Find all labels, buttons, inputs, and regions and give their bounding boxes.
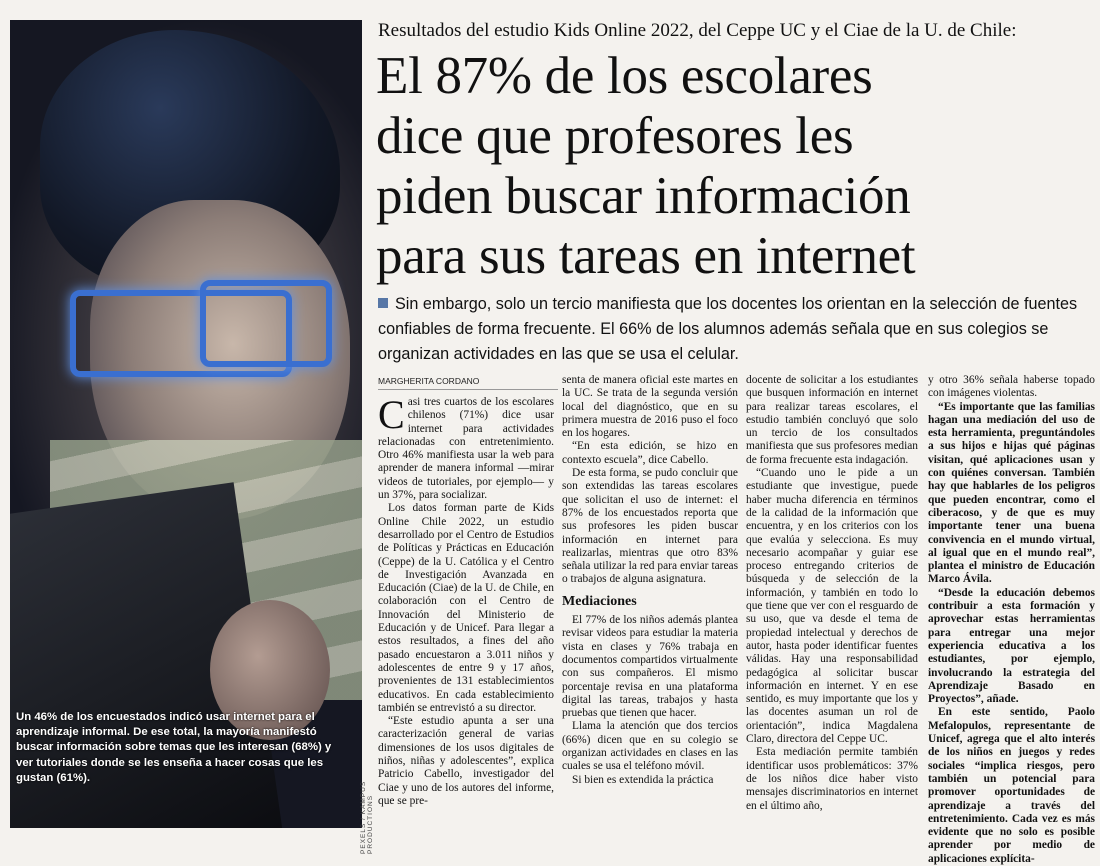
lead-square-icon xyxy=(378,298,388,308)
paragraph-text: asi tres cuartos de los escolares chilenos (71%) dice usar internet para actividades relacionadas con entretenimiento. Otro 46% manifiesta usar la web para aprender de manera informal —mirar videos de tutoriales, por ejemplo— y un 37%, para socializar. xyxy=(378,396,554,502)
headline-line: dice que profesores les xyxy=(376,107,854,165)
paragraph: y otro 36% señala haberse topado con imágenes violentas. xyxy=(928,374,1095,400)
paragraph: Llama la atención que dos tercios (66%) dicen que en su colegio se organizan actividades en clases en las cuales se usa el teléfono móvil. xyxy=(562,720,738,773)
kicker: Resultados del estudio Kids Online 2022, del Ceppe UC y el Ciae de la U. de Chile: xyxy=(378,20,1017,41)
byline-rule xyxy=(378,389,558,390)
column-2 xyxy=(562,374,738,787)
paragraph: En este sentido, Paolo Mefalopulos, representante de Unicef, agrega que el alto interés de los niños en juegos y redes sociales “implica riesgos, pero también un potencial para promover oportunidades de aprendizaje a través del entretenimiento. Cada vez es más evidente que no solo es posible aprender por medio de aplicaciones explícita- xyxy=(928,706,1095,865)
column-1 xyxy=(378,392,554,808)
paragraph: Si bien es extendida la práctica xyxy=(572,773,714,786)
photo-glasses-right xyxy=(200,280,332,367)
column-4 xyxy=(928,374,1095,866)
headline xyxy=(376,46,1096,286)
paragraph: “Cuando uno le pide a un estudiante que investigue, puede haber mucha diferencia en términos de la calidad de la información que encuentra, y en los criterios con los que evalúa y selecciona. Es muy necesario acompañar y guiar ese proceso entregando criterios de búsqueda y de selección de la información, y también en todo lo que tiene que ver con el resguardo de su uso, que va desde el tema de propiedad intelectual y derechos de autor, hasta poder identificar fuentes válidas. Hay una responsabilidad pedagógica al solicitar buscar información en internet. Y en ese sentido, es muy importante que los y las docentes asuman un rol de orientación”, indica Magdalena Claro, directora del Ceppe UC. xyxy=(746,467,918,746)
paragraph: “Este estudio apunta a ser una caracterización general de varias dimensiones de los usos digitales de niños, niñas y adolescentes”, explica Patricio Cabello, investigador del Ciae y uno de los autores del informe, que se pre- xyxy=(378,715,554,807)
byline: MARGHERITA CORDANO xyxy=(378,376,480,386)
paragraph: senta de manera oficial este martes en la UC. Se trata de la segunda versión local del diagnóstico, que en su primera muestra de 2016 puso el foco en los hogares. xyxy=(562,374,738,440)
paragraph: “En esta edición, se hizo en contexto escuela”, dice Cabello. xyxy=(562,440,738,466)
paragraph xyxy=(378,392,554,502)
lead-text: Sin embargo, solo un tercio manifiesta que los docentes los orientan en la selección de fuentes confiables de forma frecuente. El 66% de los alumnos además señala que en sus colegios se organizan actividades en las que se usa el celular. xyxy=(378,295,1078,363)
paragraph: Los datos forman parte de Kids Online Chile 2022, un estudio desarrollado por el Centro de Estudios de Políticas y Prácticas en Educación (Ceppe) de la U. Católica y el Centro de Investigación Avanzada en Educación (Ciae) de la U. de Chile, en colaboración con el Centro de Innovación del Ministerio de Educación y de Unicef. Para llegar a estos resultados, a fines del año pasado encuestaron a 3.011 niños y adolescentes de entre 9 y 17 años, provenientes de 131 establecimientos educativos. En cada establecimiento también se entrevistó a su director. xyxy=(378,502,554,714)
photo-credit: PEXELS / KAMPUS PRODUCTIONS xyxy=(360,780,374,854)
paragraph: “Es importante que las familias hagan una mediación del uso de esta herramienta, preguntándoles a sus hijos e hijas qué páginas visitan, qué aplicaciones usan y con quiénes conversan. También hay que hablarles de los peligros que pueden encontrar, como el ciberacoso, y de que es muy importante tener una buena convivencia en el mundo virtual, al igual que en el mundo real”, plantea el ministro de Educación Marco Ávila. xyxy=(928,400,1095,586)
lead-paragraph xyxy=(378,292,1090,367)
photo-caption: Un 46% de los encuestados indicó usar internet para el aprendizaje informal. De ese total, la mayoría manifestó buscar información sobre temas que les interesan (68%) y ver tutoriales donde se les enseña a hacer cosas que les gustan (61%). xyxy=(16,711,332,784)
paragraph: “Desde la educación debemos contribuir a esta formación y aprovechar estas herramientas para entregar una mejor experiencia educativa a los estudiantes, por ejemplo, involucrando la estrategia del Aprendizaje Basado en Proyectos”, añade. xyxy=(928,586,1095,706)
article-photo xyxy=(10,20,362,828)
headline-line: El 87% de los escolares xyxy=(376,47,873,105)
paragraph: Esta mediación permite también identificar usos problemáticos: 37% de los niños dice haber visto mensajes discriminatorios en internet en el último año, xyxy=(746,746,918,812)
headline-line: piden buscar información xyxy=(376,167,911,225)
paragraph: De esta forma, se pudo concluir que son extendidas las tareas escolares que solicitan el uso de internet: el 87% de los encuestados reporta que sus profesores les piden buscar información en internet para realizarlas, mientras que otro 83% señala utilizar la red para enviar tareas o trabajos de alguna asignatura. xyxy=(562,467,738,586)
paragraph: docente de solicitar a los estudiantes que busquen información en internet para realizar tareas escolares, el estudio también concluyó que solo un tercio de los consultados manifiesta que sus profesores median de forma frecuente esta indagación. xyxy=(746,374,918,466)
paragraph: El 77% de los niños además plantea revisar videos para estudiar la materia vista en clases y 76% trabaja en documentos compartidos virtualmente con sus compañeros. El mismo porcentaje revisa en una plataforma digital las tareas, trabajos y hasta pruebas que tienen que hacer. xyxy=(562,614,738,720)
drop-cap: C xyxy=(378,392,405,437)
column-3 xyxy=(746,374,918,813)
headline-line: para sus tareas en internet xyxy=(376,227,916,285)
subheading: Mediaciones xyxy=(562,593,637,609)
